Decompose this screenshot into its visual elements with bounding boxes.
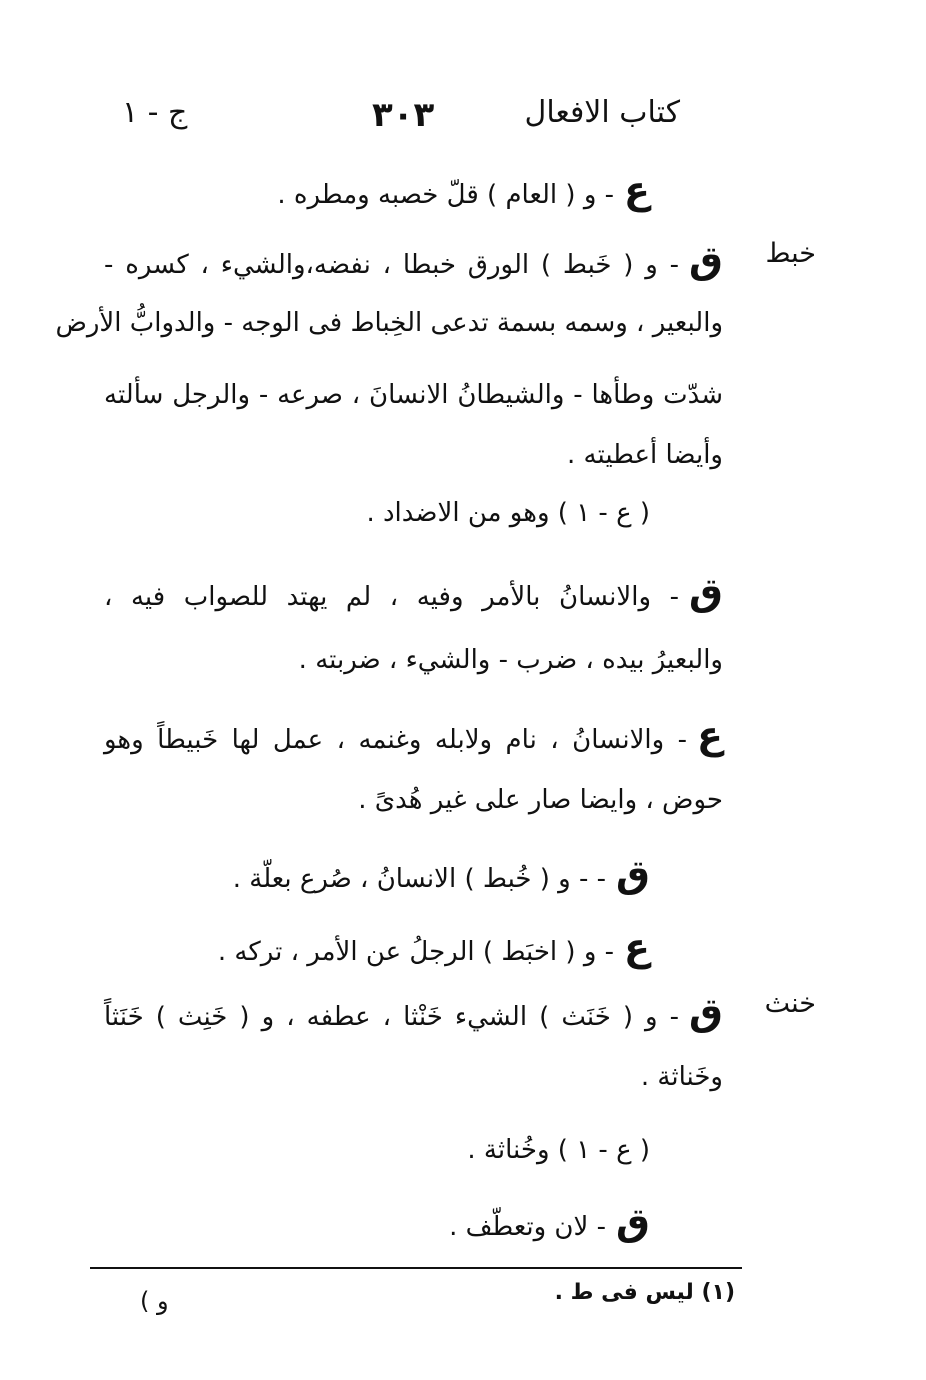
text-line: ق- لان وتعطّف . [449, 1200, 650, 1244]
source-label: ق [616, 1200, 650, 1244]
text-line: ع- والانسانُ ، نام ولابله وغنمه ، عمل لها خَبيطاً وهو [104, 713, 723, 757]
text-line: ع- و ( العام ) قلّ خصبه ومطره . [277, 168, 650, 212]
running-title: كتاب الافعال [524, 95, 680, 130]
source-label: ق [689, 990, 723, 1034]
text-line: حوض ، وايضا صار على غير هُدىً . [358, 785, 723, 815]
source-label: ق [689, 570, 723, 614]
margin-headword-khanatha: خنث [764, 988, 816, 1019]
source-label: ع [697, 713, 723, 757]
footnote-rule [90, 1267, 742, 1269]
catchword: و ) [140, 1287, 169, 1315]
text-line: والبعيرُ بيده ، ضرب - والشيء ، ضربته . [298, 645, 723, 675]
text-line: ( ع - ١ ) وخُناثة . [467, 1135, 650, 1165]
text-line: وأيضا أعطيته . [567, 440, 723, 470]
volume-marker: ج - ١ [122, 95, 188, 130]
footnote: (١) ليس فى ط . [554, 1280, 735, 1305]
margin-headword-khabata: خبط [765, 238, 816, 269]
text-line: والبعير ، وسمه بسمة تدعى الخِباط فى الوجه - والدوابُّ الأرض [55, 308, 723, 338]
text-line: وخَناثة . [640, 1062, 723, 1092]
text-line: ( ع - ١ ) وهو من الاضداد . [366, 498, 650, 528]
source-label: ع [624, 925, 650, 969]
source-label: ق [616, 852, 650, 896]
text-line: ع- و ( اخبَط ) الرجلُ عن الأمر ، تركه . [217, 925, 650, 969]
source-label: ع [624, 168, 650, 212]
source-label: ق [689, 238, 723, 282]
page-number: ٣٠٣ [372, 95, 435, 135]
text-line: ق- و ( خَنَث ) الشيء خَنْثا ، عطفه ، و ( خَنِث ) خَنَثاً [104, 990, 723, 1034]
text-line: شدّت وطأها - والشيطانُ الانسانَ ، صرعه - والرجل سألته [104, 380, 723, 410]
text-line: ق- - و ( خُبط ) الانسانُ ، صُرع بعلّة . [232, 852, 650, 896]
text-line: ق- والانسانُ بالأمر وفيه ، لم يهتد للصواب فيه ، [104, 570, 723, 614]
text-line: ق- و ( خَبط ) الورق خبطا ، نفضه،والشيء ، كسره - [104, 238, 723, 282]
